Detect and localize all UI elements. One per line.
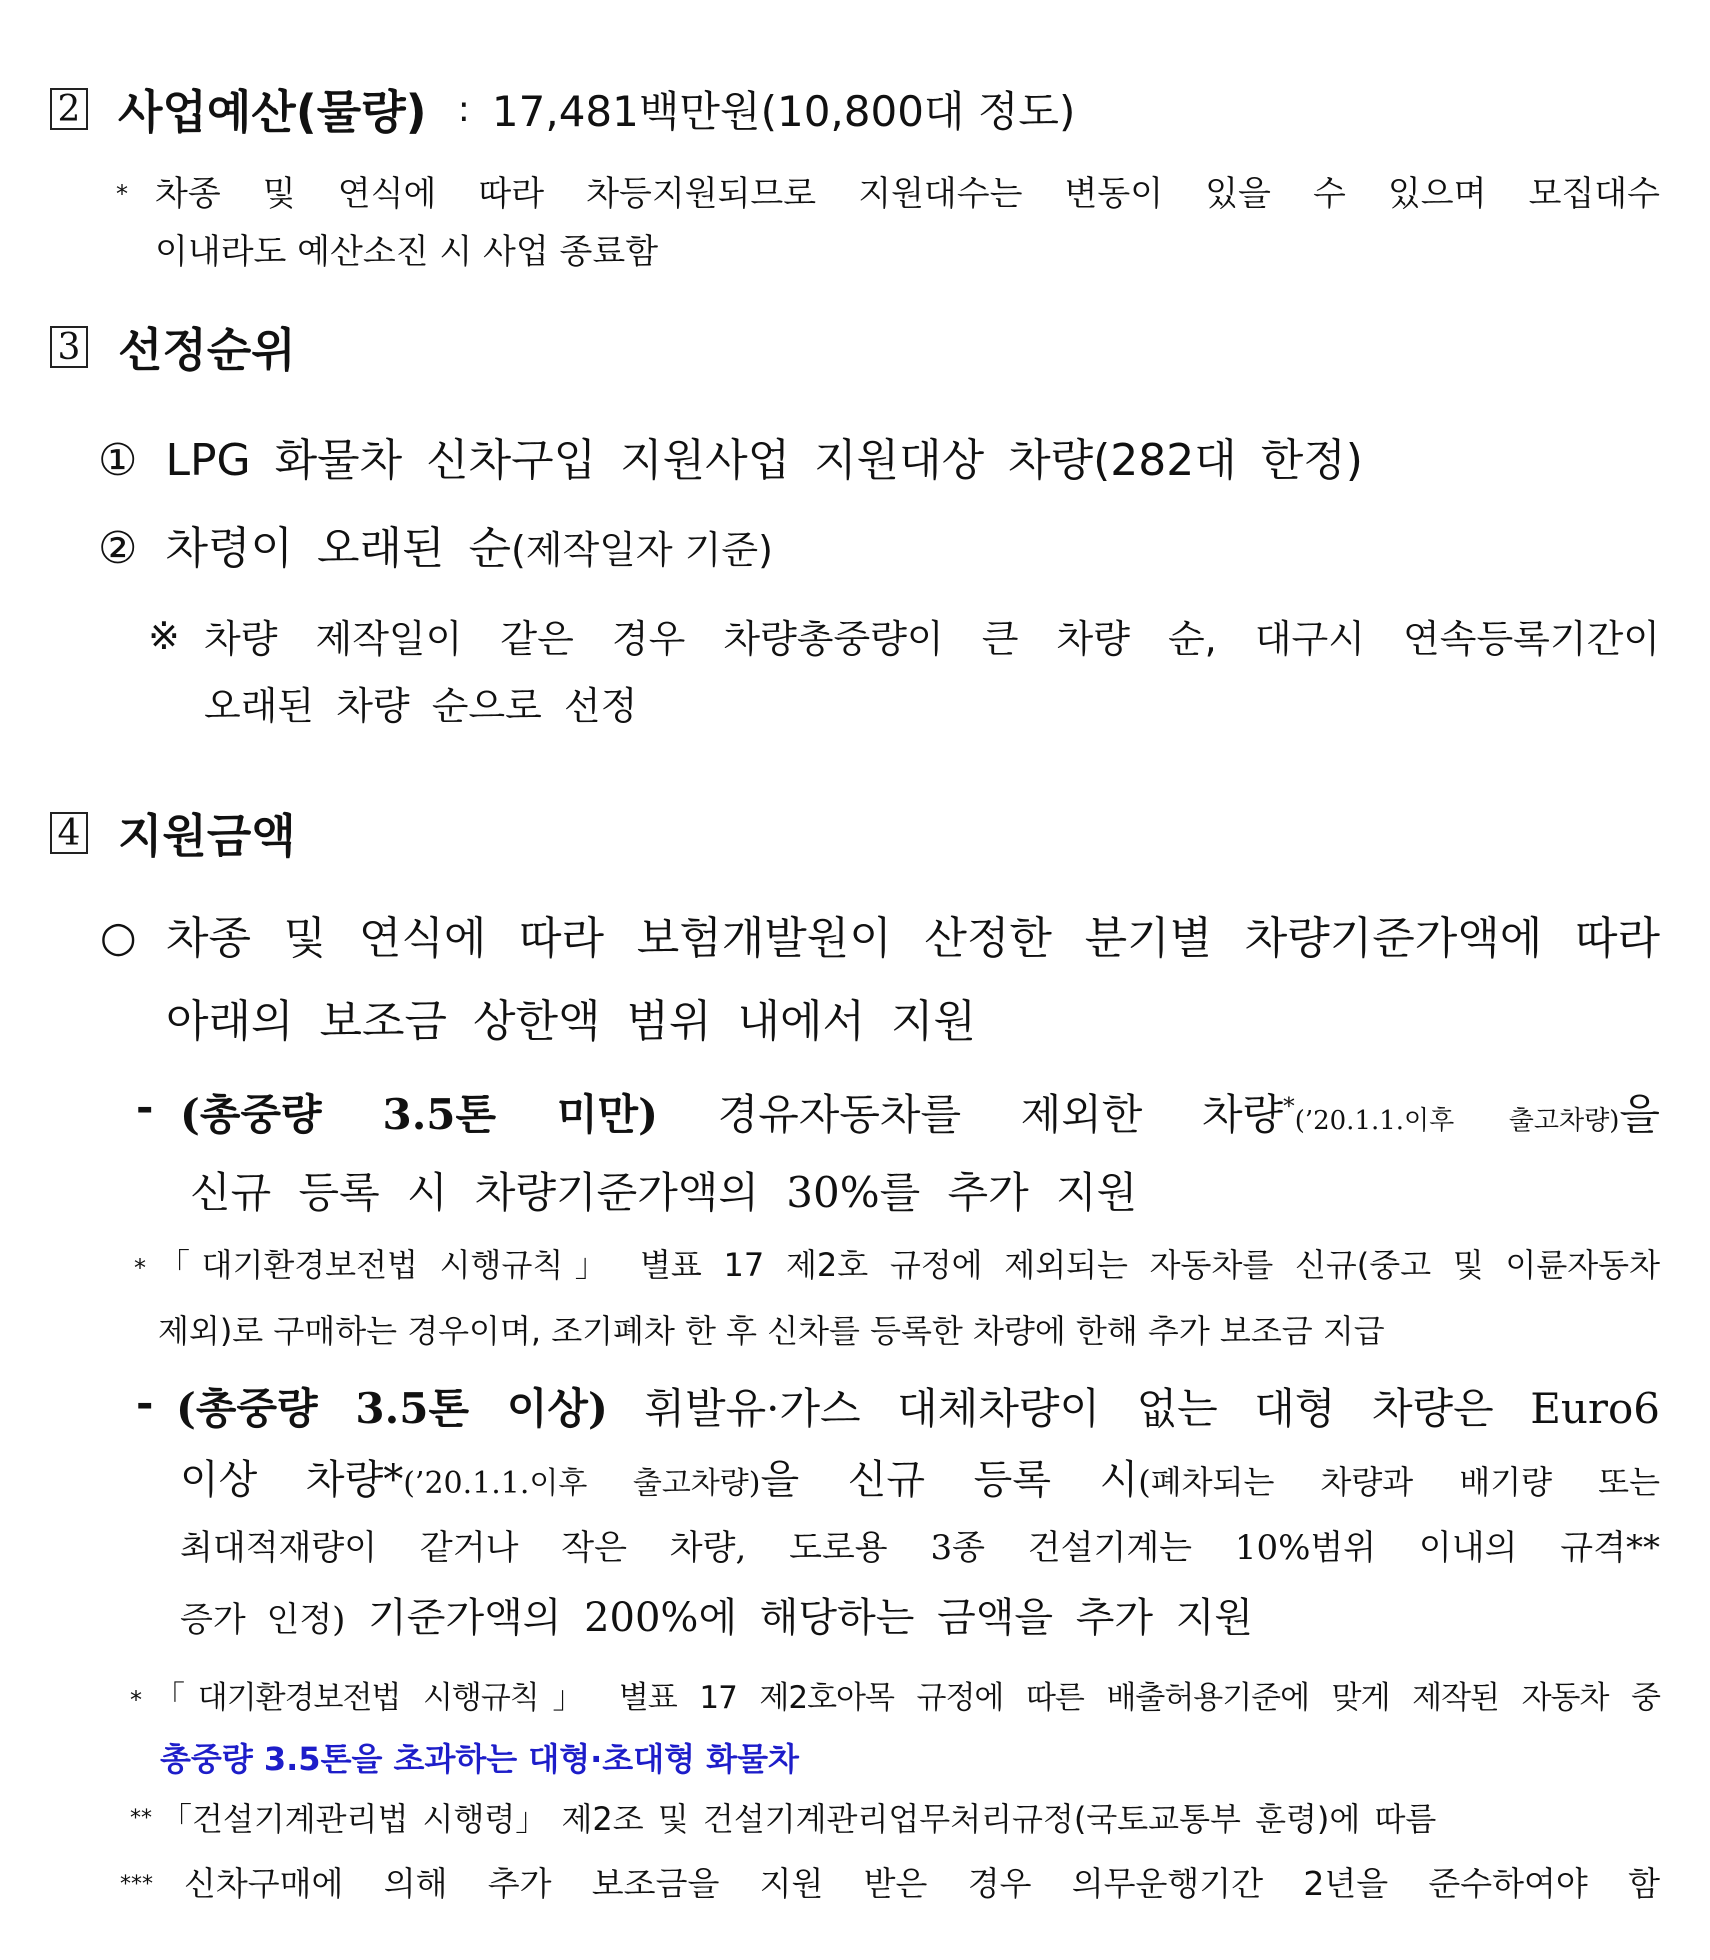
footnote-mark: *	[134, 1254, 146, 1282]
section-number-box: 3	[50, 326, 88, 368]
footnote-ref: *	[1283, 1094, 1295, 1120]
footnote-line: 「대기환경보전법 시행규칙」 별표 17 제2호아목 규정에 따른 배출허용기준에 맞게 제작된 자동차 중	[154, 1680, 1660, 1716]
dash-line	[180, 1082, 1660, 1142]
section-title: 지원금액	[118, 809, 296, 863]
dash-text-small: (폐차되는 차량과 배기량 또는	[1138, 1463, 1660, 1501]
dash-text-small: 증가 인정)	[180, 1600, 346, 1640]
section-title: 사업예산(물량)	[118, 85, 427, 139]
footnote-line: 신차구매에 의해 추가 보조금을 지원 받은 경우 의무운행기간 2년을 준수하여야 함	[184, 1864, 1660, 1903]
footnote-line-highlight: 총중량 3.5톤을 초과하는 대형·초대형 화물차	[160, 1740, 799, 1778]
item-number: ①	[98, 435, 138, 486]
note-mark: ※	[148, 614, 180, 658]
footnote-line: 제외)로 구매하는 경우이며, 조기폐차 한 후 신차를 등록한 차량에 한해 추가 보조금 지급	[158, 1312, 1385, 1350]
budget-value: 17,481백만원(10,800대 정도)	[491, 87, 1076, 136]
dash-text: 을	[1619, 1090, 1660, 1139]
item-number: ②	[98, 523, 138, 574]
item-text: 차령이 오래된 순	[165, 523, 511, 574]
dash-line	[176, 1376, 1660, 1436]
separator: :	[457, 88, 470, 130]
section-number-box: 4	[50, 812, 88, 854]
dash-line: 최대적재량이 같거나 작은 차량, 도로용 3종 건설기계는 10%범위 이내의 규격**	[180, 1528, 1660, 1568]
dash-mark: -	[136, 1378, 154, 1427]
dash-line	[180, 1586, 1253, 1643]
note-line: 차종 및 연식에 따라 차등지원되므로 지원대수는 변동이 있을 수 있으며 모집대수	[155, 174, 1660, 214]
dash-text: 기준가액의 200%에 해당하는 금액을 추가 지원	[368, 1595, 1253, 1641]
note-line: 오래된 차량 순으로 선정	[204, 684, 638, 728]
list-item	[98, 512, 773, 576]
dash-text: 이상 차량*	[180, 1457, 404, 1503]
section-3-header	[50, 314, 296, 380]
footnote-mark: ***	[120, 1872, 153, 1897]
footnote-mark: *	[130, 1686, 142, 1714]
footnote-line: 「건설기계관리법 시행령」 제2조 및 건설기계관리업무처리규정(국토교통부 훈령)에 따름	[160, 1800, 1437, 1838]
note-mark: *	[116, 180, 128, 208]
note-line: 이내라도 예산소진 시 사업 종료함	[155, 232, 659, 272]
footnote-mark: **	[130, 1806, 152, 1831]
dash-line: 신규 등록 시 차량기준가액의 30%를 추가 지원	[190, 1168, 1138, 1217]
item-text-small: (제작일자 기준)	[510, 528, 773, 572]
dash-heading: (총중량 3.5톤 이상)	[176, 1384, 608, 1433]
section-number-box: 2	[50, 88, 88, 130]
dash-heading: (총중량 3.5톤 미만)	[180, 1090, 659, 1139]
dash-mark: -	[136, 1082, 154, 1131]
section-2-header	[50, 76, 1075, 142]
list-item	[98, 424, 1363, 488]
footnote-line: 「대기환경보전법 시행규칙」 별표 17 제2호 규정에 제외되는 자동차를 신규(중고 및 이륜자동차	[158, 1246, 1660, 1284]
dash-text: 휘발유·가스 대체차량이 없는 대형 차량은 Euro6	[644, 1384, 1660, 1433]
dash-line	[180, 1448, 1660, 1506]
dash-text-small: (’20.1.1.이후 출고차량)	[1294, 1106, 1620, 1136]
section-title: 선정순위	[118, 323, 296, 377]
section-4-header	[50, 800, 296, 866]
item-text: LPG 화물차 신차구입 지원사업 지원대상 차량(282대 한정)	[165, 435, 1363, 486]
dash-text: 경유자동차를 제외한 차량	[717, 1090, 1284, 1139]
paragraph-line: 차종 및 연식에 따라 보험개발원이 산정한 분기별 차량기준가액에 따라	[166, 913, 1660, 964]
note-line: 차량 제작일이 같은 경우 차량총중량이 큰 차량 순, 대구시 연속등록기간이	[204, 617, 1660, 661]
bullet-mark: ○	[100, 912, 137, 961]
paragraph-line: 아래의 보조금 상한액 범위 내에서 지원	[166, 996, 976, 1047]
dash-text-small: (’20.1.1.이후 출고차량)	[403, 1466, 761, 1501]
dash-text: 을 신규 등록 시	[760, 1457, 1139, 1503]
